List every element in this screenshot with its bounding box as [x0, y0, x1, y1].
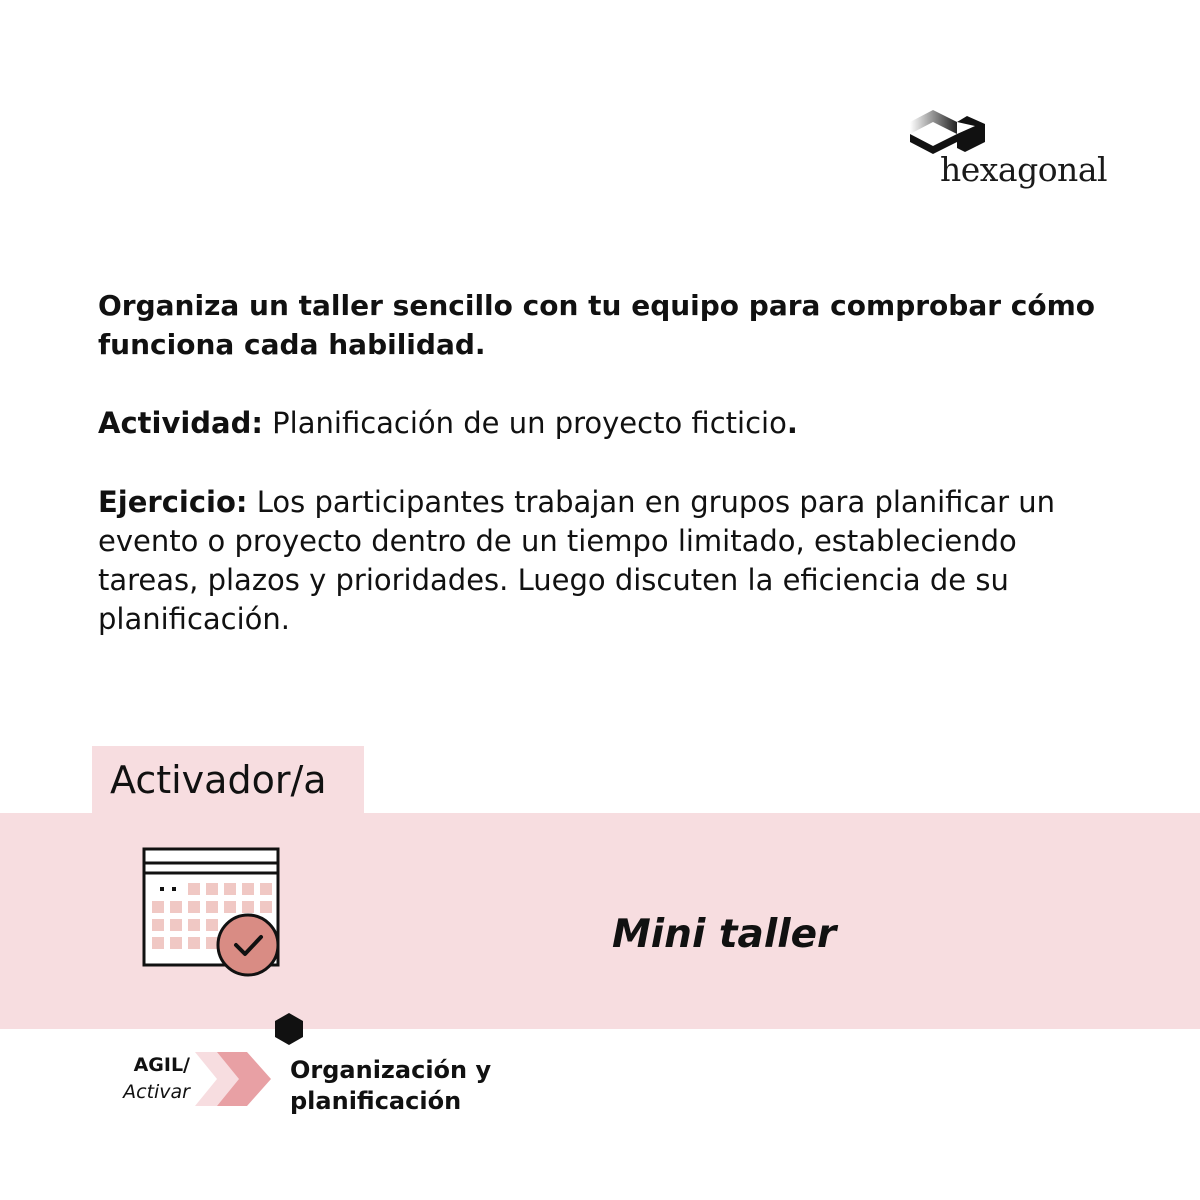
role-tab-label: Activador/a — [110, 758, 327, 802]
exercise-label: Ejercicio: — [98, 485, 248, 519]
hexagon-icon — [273, 1012, 305, 1046]
main-content — [98, 286, 1118, 679]
skill-label: Organización y planificación — [290, 1056, 492, 1115]
chevron-arrows-icon — [195, 1050, 275, 1108]
activity-end: . — [786, 406, 798, 440]
category-bold: AGIL/ — [133, 1054, 190, 1076]
activity-text: Planificación de un proyecto ficticio — [262, 406, 787, 440]
category-label — [110, 1052, 190, 1106]
exercise-text: Los participantes trabajan en grupos para planificar un evento o proyecto dentro de un tiempo limitado, estableciendo tareas, plazos y prioridades. Luego discuten la eficiencia de su planificación. — [98, 485, 1056, 636]
intro-text: Organiza un taller sencillo con tu equipo para comprobar cómo funciona cada habilidad. — [98, 289, 1096, 361]
calendar-check-icon — [140, 845, 290, 985]
activity-label: Actividad: — [98, 406, 263, 440]
activity-paragraph — [98, 404, 1118, 443]
role-tab — [92, 746, 364, 814]
exercise-paragraph — [98, 483, 1118, 639]
category-italic: Activar — [123, 1081, 190, 1103]
card-title: Mini taller — [612, 912, 837, 957]
brand-name: hexagonal — [940, 150, 1108, 189]
